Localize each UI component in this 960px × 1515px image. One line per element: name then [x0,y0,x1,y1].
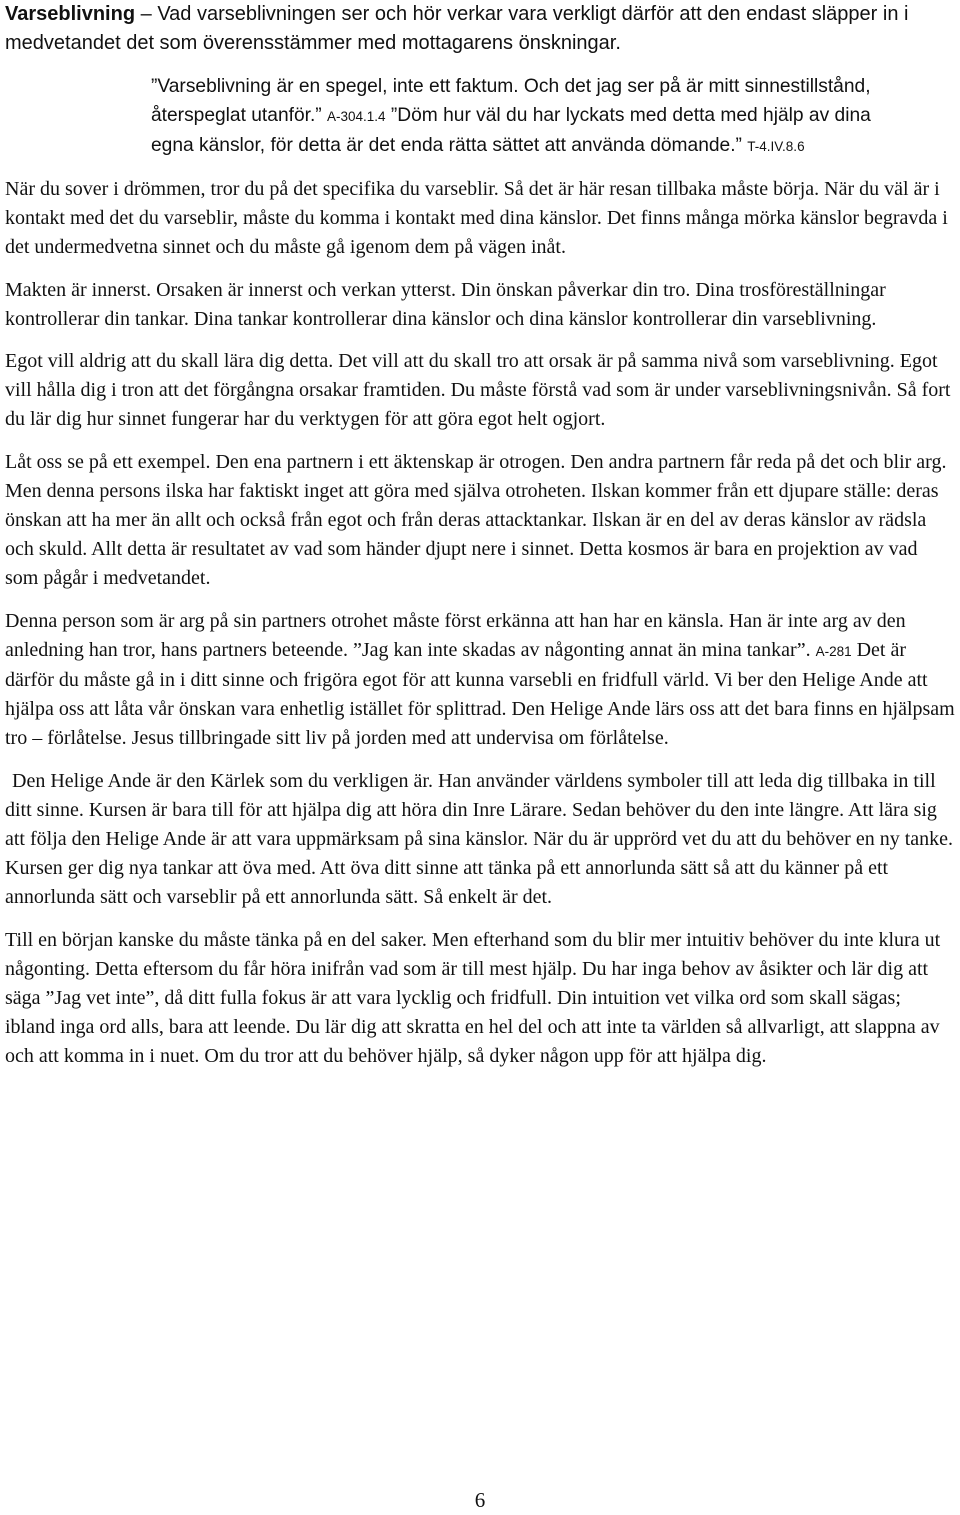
paragraph-6-text: Den Helige Ande är den Kärlek som du verkligen är. Han använder världens symboler till att leda dig tillbaka in till ditt sinne. Kursen är bara till för att hjälpa dig att höra din Inre Lärare. Sedan behöver du den inte längre. Att lära sig att följa den Helige Ande är att vara uppmärksam på sina känslor. När du är upprörd vet du att du behöver en ny tanke. Kursen ger dig nya tankar att öva med. Att öva ditt sinne att tänka på ett annorlunda sätt så att du känner på ett annorlunda sätt och varseblir på ett annorlunda sätt. Så enkelt är det. [5,769,954,909]
paragraph-5-text-a: Denna person som är arg på sin partners otrohet måste först erkänna att han har en känsla. Han är inte arg av den anledning han tror, hans partners beteende. ”Jag kan inte skadas av någonting annat än mina tankar”. [5,609,906,661]
paragraph-5 [5,607,955,754]
paragraph-7: Till en början kanske du måste tänka på en del saker. Men efterhand som du blir mer intuitiv behöver du inte klura ut någonting. Detta eftersom du får höra inifrån vad som är till mest hjälp. Du har inga behov av åsikter och lär dig att säga ”Jag vet inte”, då ditt fulla fokus är att vara lycklig och fridfull. Din intuition vet vilka ord som skall sägas; ibland inga ord alls, bara att leende. Du lär dig att skratta en hel del och att inte ta världen så allvarligt, att slappna av och att komma in i nuet. Om du tror att du behöver hjälp, så dyker någon upp för att hjälpa dig. [5,928,941,1068]
page-number: 6 [474,1488,486,1512]
quote-part-2: ”Döm hur väl du har lyckats med detta med hjälp av dina egna känslor, för detta är det enda rätta sättet att använda dömande.” [151,105,871,156]
quote-block [151,72,911,161]
paragraph-5-reference: A-281 [815,643,852,659]
paragraph-5-text-b: Det är därför du måste gå in i ditt sinne och frigöra egot för att kunna varsebli en fridfull värld. Vi ber den Helige Ande att hjälpa oss att låta vår önskan vara enhetlig istället för splittrad. Den Helige Ande lärs oss att det bara finns en hjälpsam tro – förlåtelse. Jesus tillbringade sitt liv på jorden med att undervisa om förlåtelse. [5,638,955,750]
document-page [5,0,955,1072]
intro-text: Vad varseblivningen ser och hör verkar vara verkligt därför att den endast släpper in i medvetandet det som överensstämmer med mottagarens önskningar. [5,3,909,54]
paragraph-3: Egot vill aldrig att du skall lära dig detta. Det vill att du skall tro att orsak är på samma nivå som varseblivning. Egot vill hålla dig i tron att det förgångna orsakar framtiden. Du måste förstå vad som är under varseblivningsnivån. Så fort du lär dig hur sinnet fungerar har du verktygen för att göra egot helt ogjort. [5,350,951,431]
paragraph-6 [5,767,955,913]
quote-part-1: ”Varseblivning är en spegel, inte ett faktum. Och det jag ser på är mitt sinnestillstånd, återspeglat utanför.” [151,76,871,126]
intro-term: Varseblivning [5,3,136,25]
paragraph-4: Låt oss se på ett exempel. Den ena partnern i ett äktenskap är otrogen. Den andra partnern får reda på det och blir arg. Men denna persons ilska har faktiskt inget att göra med själva otroheten. Ilskan kommer från ett djupare ställe: deras önskan att ha mer än allt och också från egot och från deras attacktankar. Ilskan är en del av deras känslor av rädsla och skuld. Allt detta är resultatet av vad som händer djupt nere i sinnet. Detta kosmos är bara en projektion av vad som pågår i medvetandet. [5,450,947,590]
quote-reference-1: A-304.1.4 [327,109,386,124]
paragraph-2: Makten är innerst. Orsaken är innerst och verkan ytterst. Din önskan påverkar din tro. Dina trosföreställningar kontrollerar din tankar. Dina tankar kontrollerar dina känslor och dina känslor kontrollerar din varseblivning. [5,278,886,330]
intro-paragraph [5,0,955,58]
quote-reference-2: T-4.IV.8.6 [747,139,805,154]
intro-dash: – [135,3,158,25]
paragraph-1: När du sover i drömmen, tror du på det specifika du varseblir. Så det är här resan tillbaka måste börja. När du väl är i kontakt med det du varseblir, måste du komma i kontakt med dina känslor. Det finns många mörka känslor begravda i det undermedvetna sinnet och du måste gå igenom dem på vägen inåt. [5,178,948,259]
